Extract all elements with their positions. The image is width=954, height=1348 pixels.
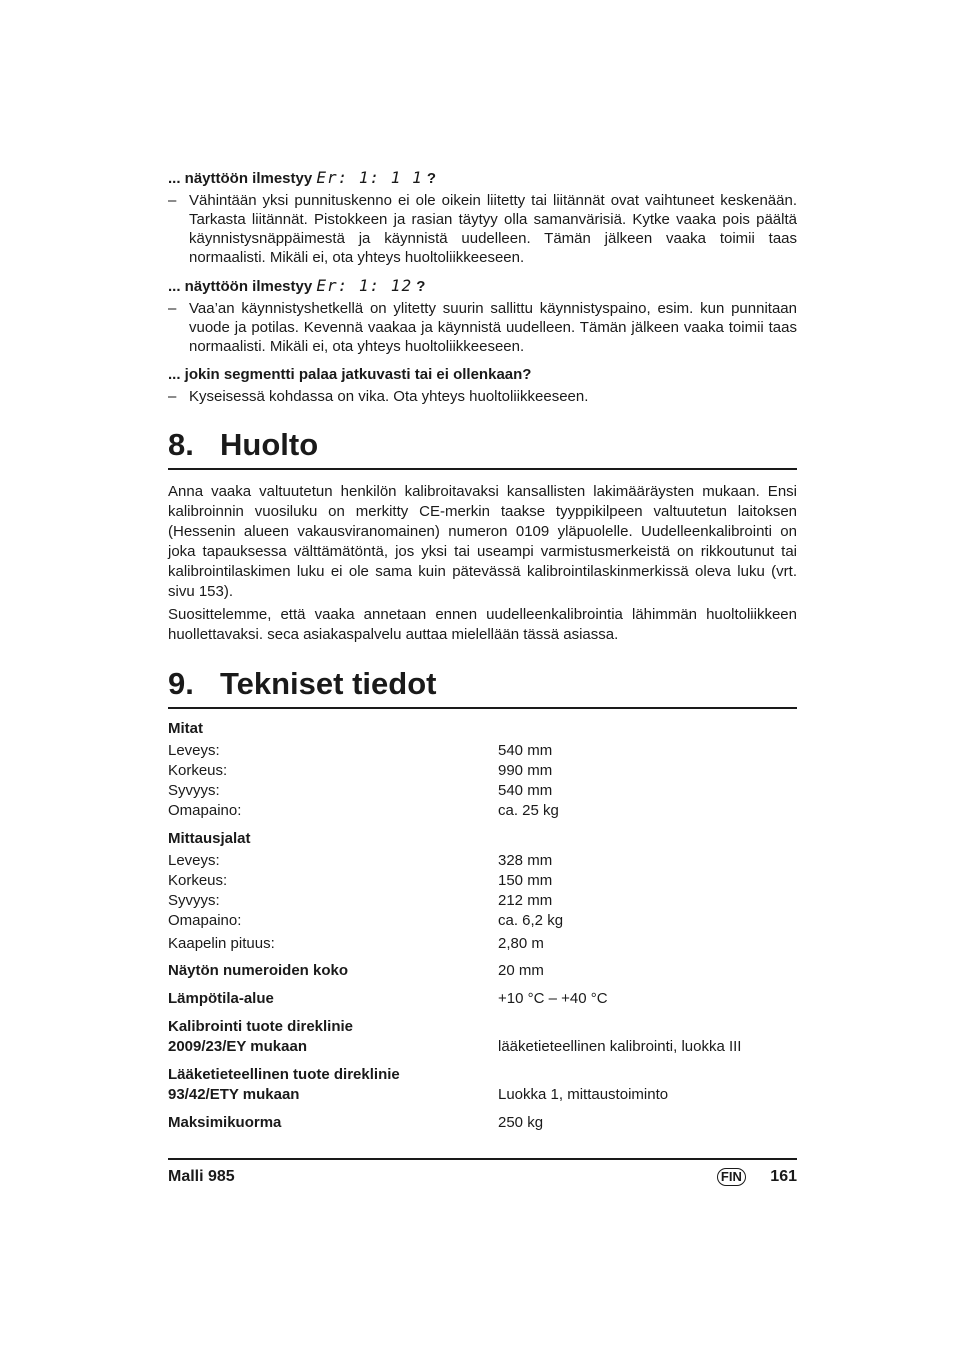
list-item: – Vähintään yksi punnituskenno ei ole oikein liitetty tai liitännät ovat vaihtuneet keskenään. Tarkasta liitännät. Pistokkeen ja rasian täytyy olla samanvärisiä. Kytke vaaka pois päältä käynnistysnäppäimestä ja käynnistä uudelleen. Tämän jälkeen vaaka toimii taas normaalisti. Mikäli ei, ota yhteys huoltoliikkeeseen. [168,192,797,266]
list-item: – Kyseisessä kohdassa on vika. Ota yhteys huoltoliikkeeseen. [168,388,589,405]
spec-row-lampo: Lämpötila-alue +10 °C – +40 °C [168,990,608,1007]
spec-row-kalibrointi: Kalibrointi tuote direklinie 2009/23/EY mukaan lääketieteellinen kalibrointi, luokka III [168,1018,742,1055]
language-badge: FIN [717,1168,746,1186]
page-footer [168,1158,797,1186]
spec-row-maksimikuorma: Maksimikuorma 250 kg [168,1114,544,1131]
spec-mitat: Mitat Leveys: 540 mm Korkeus: 990 mm Syvyys: 540 mm Omapaino: ca. 25 kg [168,719,797,821]
paragraph: Anna vaaka valtuutetun henkilön kalibroitavaksi kansallisten lakimääräysten mukaan. Ensi kalibroinnin vuosiluku on merkitty CE-merkin taakse tyyppikilpeen valtuutetun laitoksen (Hessenin alueen vakausviranomainen) numeron 0109 yläpuolelle. Uudelleenkalibrointi on joka tapauksessa välttämätöntä, jos yksi tai useampi varmistusmerkeistä on rikkoutunut tai kalibrointilaskimen luku ei ole sama kuin pätevässä kalibrointilaskinmerkissä oleva luku (vrt. sivu 153). [168,483,797,600]
display-code: Er: 1: 1 1 [316,168,423,187]
spec-row: Leveys: 540 mm [168,742,553,759]
spec-row: Syvyys: 540 mm [168,782,553,799]
paragraph: Suosittelemme, että vaaka annetaan ennen uudelleenkalibrointia lähimmän huoltoliikkeen huollettavaksi. seca asiakaspalvelu auttaa mielellään tässä asiassa. [168,606,797,643]
spec-row: Syvyys: 212 mm [168,892,553,909]
spec-row: Omapaino: ca. 25 kg [168,802,559,819]
model-name: Malli 985 [168,1168,235,1185]
question-segment: ... jokin segmentti palaa jatkuvasti tai ei ollenkaan? [168,366,532,383]
question-er111: ... näyttöön ilmestyy Er: 1: 1 1 ? [168,168,437,187]
spec-row: Korkeus: 990 mm [168,762,553,779]
spec-row: Korkeus: 150 mm [168,872,553,889]
display-code: Er: 1: 12 [316,276,413,295]
list-item: – Vaa’an käynnistyshetkellä on ylitetty suurin sallittu käynnistyspaino, esim. kun punnitaan vuode ja potilas. Kevennä vaakaa ja käynnistä uudelleen. Tämän jälkeen vaaka toimii taas normaalisti. Mikäli ei, ota yhteys huoltoliikkeeseen. [168,300,797,355]
section-heading-tekniset-tiedot: 9. Tekniset tiedot [168,666,437,701]
question-er112: ... näyttöön ilmestyy Er: 1: 12 ? [168,276,426,295]
page-number: 161 [770,1168,797,1185]
spec-row: Leveys: 328 mm [168,852,553,869]
spec-row: Omapaino: ca. 6,2 kg [168,912,564,929]
section-heading-huolto: 8. Huolto [168,427,319,462]
spec-mittausjalat: Mittausjalat Leveys: 328 mm Korkeus: 150 mm Syvyys: 212 mm Omapaino: ca. 6,2 kg Kaapelin pituus: 2,80 m [168,829,797,954]
spec-row: Kaapelin pituus: 2,80 m [168,935,544,952]
spec-row-naytto: Näytön numeroiden koko 20 mm [168,962,544,979]
page-content [168,168,797,1133]
spec-row-laaketieteellinen: Lääketieteellinen tuote direklinie 93/42/ETY mukaan Luokka 1, mittaustoiminto [168,1066,669,1103]
